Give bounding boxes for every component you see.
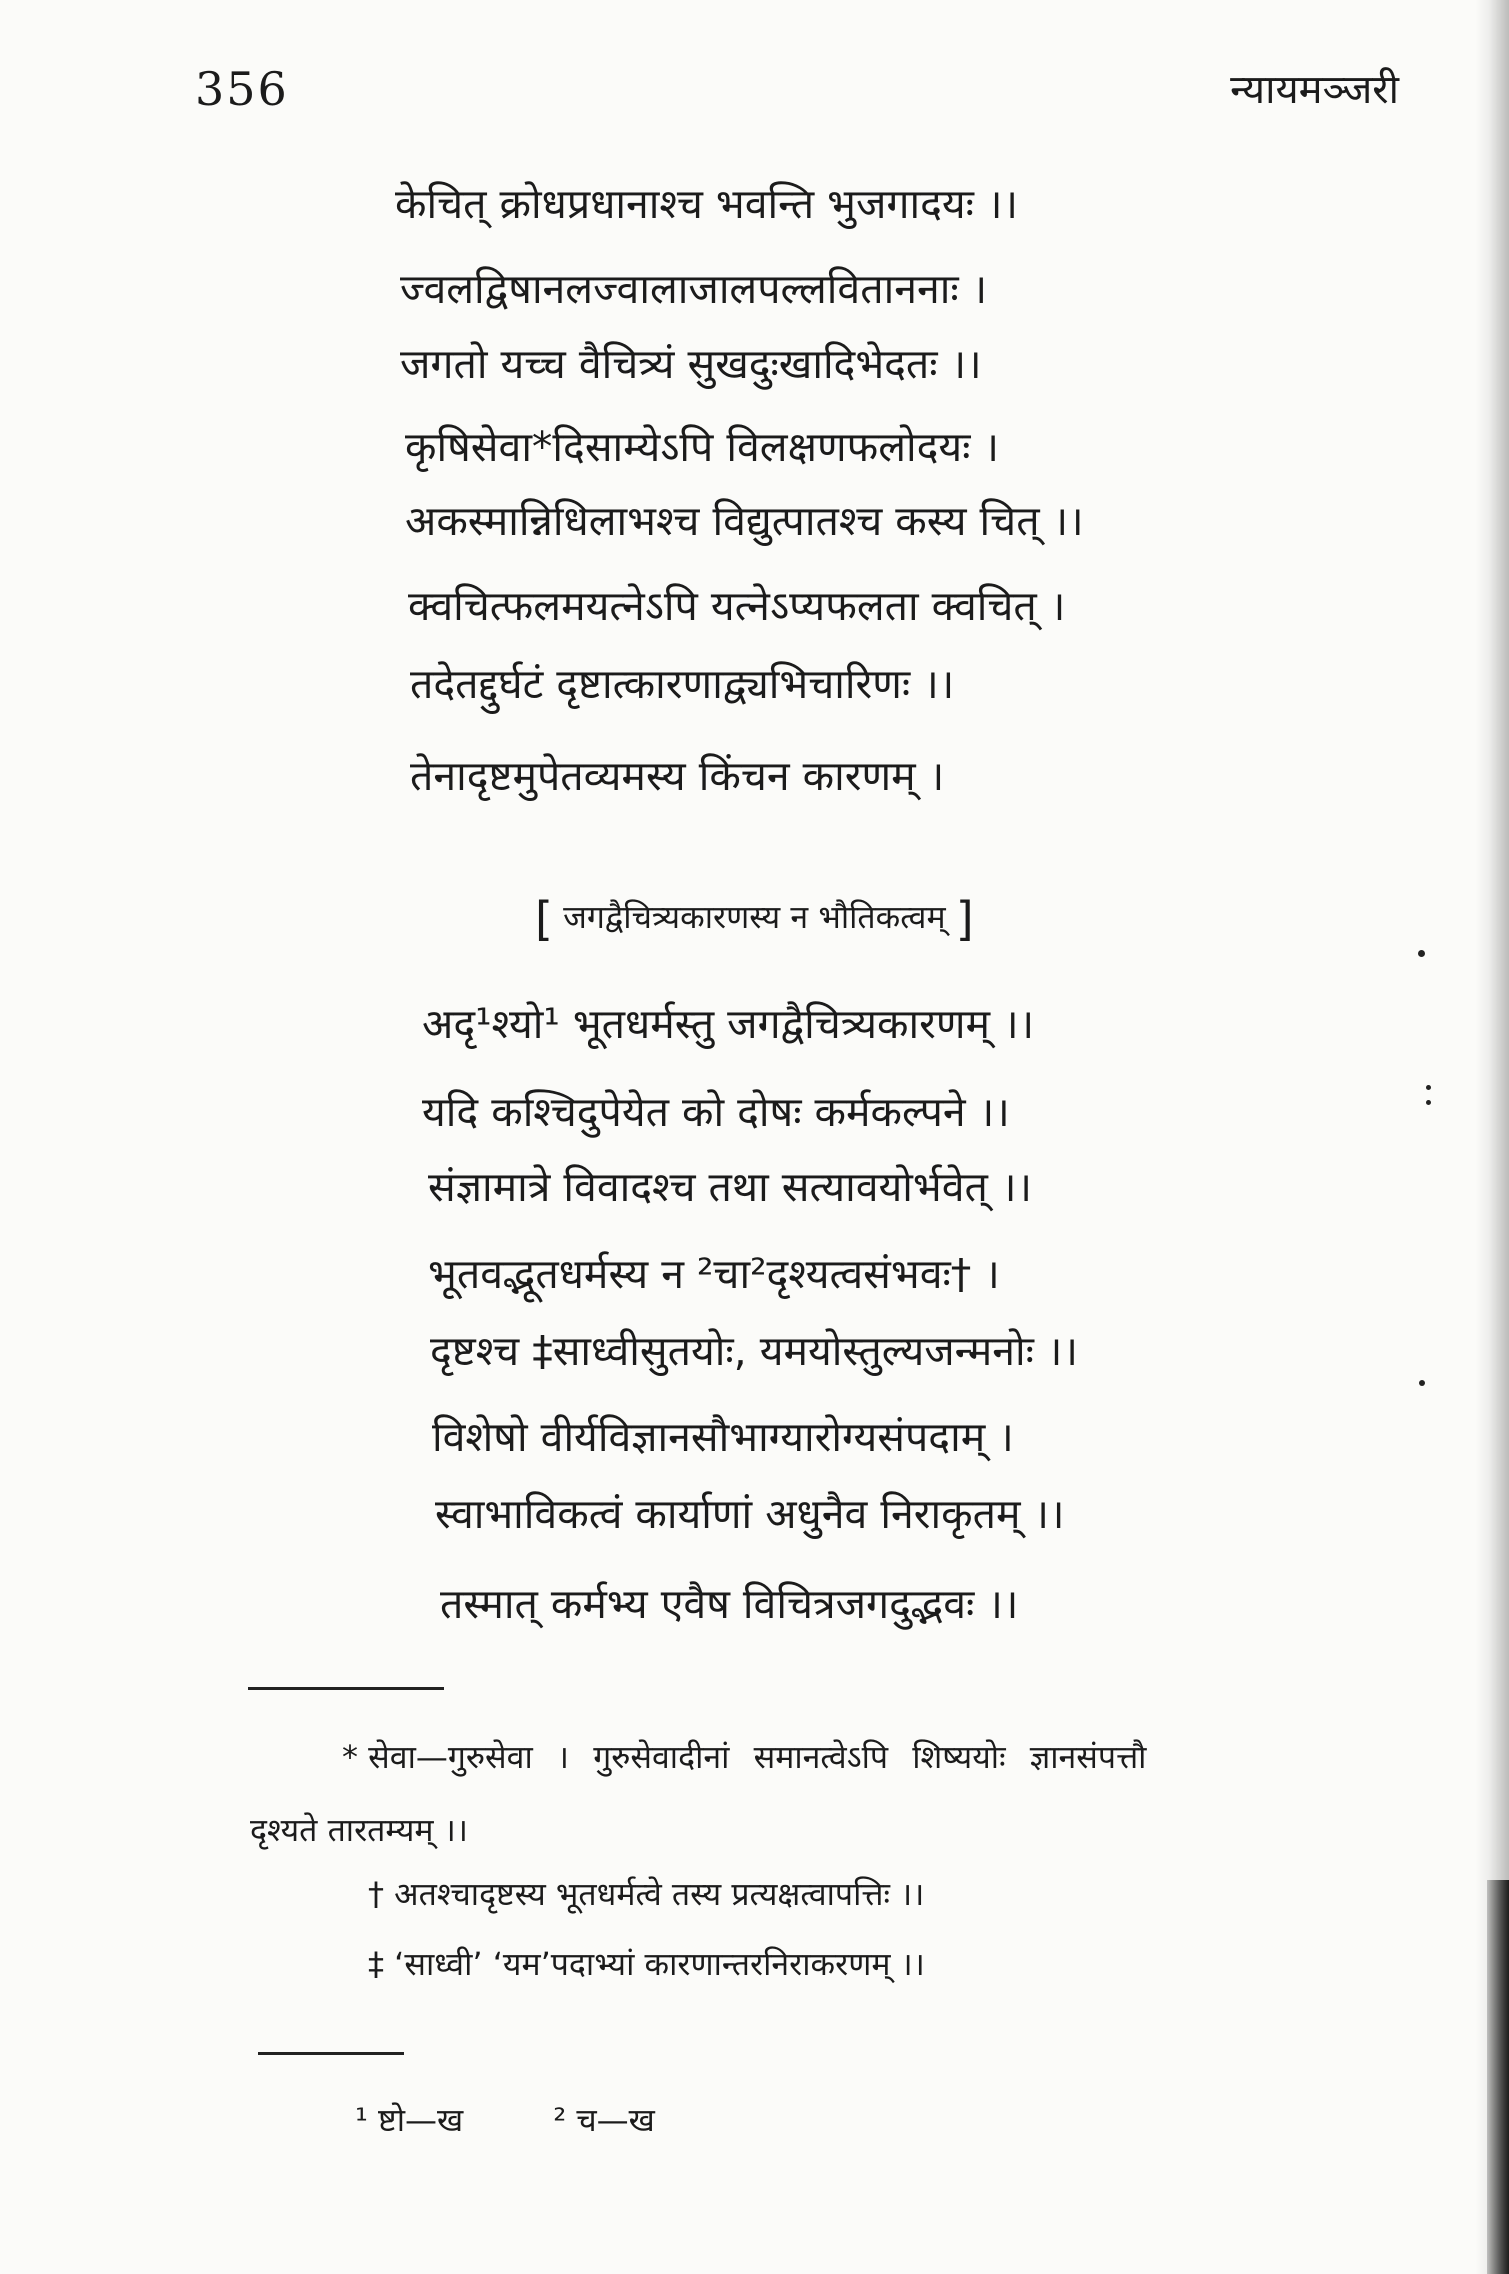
footnote-double-dagger: [368, 1942, 925, 1985]
variant-reading-2: ² च—ख: [553, 2101, 655, 2139]
footnote-ddagger-text: ‘साध्वी’ ‘यम’पदाभ्यां कारणान्तरनिराकरणम् ।।: [394, 1945, 925, 1983]
verse-line: कृषिसेवा*दिसाम्येऽपि विलक्षणफलोदयः ।: [405, 423, 1000, 471]
scan-edge-dark-shadow: [1487, 1880, 1509, 2274]
verse-line: अकस्मान्निधिलाभश्च विद्युत्पातश्च कस्य चित् ।।: [405, 497, 1084, 545]
verse-line: तदेतद्दुर्घटं दृष्टात्कारणाद्व्यभिचारिणः ।।: [410, 660, 955, 708]
verse-line: विशेषो वीर्यविज्ञानसौभाग्यारोग्यसंपदाम् ।: [432, 1413, 1014, 1461]
footnote-star: [342, 1735, 1146, 1778]
footnote-star-continuation: दृश्यते तारतम्यम् ।।: [250, 1811, 468, 1849]
scan-speck: [1426, 1085, 1431, 1090]
variant-readings: [355, 2098, 655, 2141]
scan-speck: [1418, 950, 1425, 957]
footnote-dagger: [368, 1872, 924, 1915]
verse-line: दृष्टश्च ‡साध्वीसुतयोः, यमयोस्तुल्यजन्मनोः ।।: [430, 1327, 1078, 1375]
verse-line: अदृ¹श्यो¹ भूतधर्मस्तु जगद्वैचित्र्यकारणम् ।।: [422, 1000, 1035, 1048]
verse-line: संज्ञामात्रे विवादश्च तथा सत्यावयोर्भवेत् ।।: [428, 1163, 1033, 1211]
verse-line: स्वाभाविकत्वं कार्याणां अधुनैव निराकृतम् ।।: [435, 1490, 1065, 1538]
verse-line: भूतवद्भूतधर्मस्य न ²चा²दृश्यत्वसंभवः† ।: [428, 1250, 1000, 1298]
verse-line: जगतो यच्च वैचित्र्यं सुखदुःखादिभेदतः ।।: [400, 340, 982, 388]
heading-open-bracket: [: [535, 892, 553, 946]
verse-line: केचित् क्रोधप्रधानाश्च भवन्ति भुजगादयः ।।: [395, 180, 1019, 228]
verse-line: तेनादृष्टमुपेतव्यमस्य किंचन कारणम् ।: [410, 752, 945, 800]
heading-close-bracket: ]: [955, 892, 974, 946]
verse-line: यदि कश्चिदुपेयेत को दोषः कर्मकल्पने ।।: [422, 1088, 1010, 1136]
variant-separator: [258, 2052, 404, 2055]
heading-text: जगद्वैचित्र्यकारणस्य न भौतिकत्वम्: [563, 898, 946, 936]
page-number: 356: [195, 62, 289, 116]
scan-speck: [1426, 1100, 1431, 1105]
verse-line: क्वचित्फलमयत्नेऽपि यत्नेऽप्यफलता क्वचित् ।: [408, 582, 1066, 630]
footnote-separator: [248, 1687, 444, 1690]
variant-reading-1: ¹ ष्टो—ख: [355, 2101, 464, 2139]
footnote-star-text: सेवा—गुरुसेवा । गुरुसेवादीनां समानत्वेऽपि शिष्ययोः ज्ञानसंपत्तौ: [368, 1738, 1147, 1776]
verse-line: तस्मात् कर्मभ्य एवैष विचित्रजगदुद्भवः ।।: [440, 1580, 1019, 1628]
running-title: न्यायमञ्जरी: [1230, 67, 1399, 113]
verse-line: ज्वलद्विषानलज्वालाजालपल्लविताननाः ।: [400, 265, 988, 313]
footnote-dagger-marker: †: [368, 1875, 384, 1913]
footnote-ddagger-marker: ‡: [368, 1945, 384, 1983]
section-heading: [535, 892, 974, 946]
scan-speck: [1419, 1380, 1425, 1386]
footnote-dagger-text: अतश्चादृष्टस्य भूतधर्मत्वे तस्य प्रत्यक्षत्वापत्तिः ।।: [394, 1875, 925, 1913]
footnote-star-marker: *: [342, 1738, 358, 1776]
